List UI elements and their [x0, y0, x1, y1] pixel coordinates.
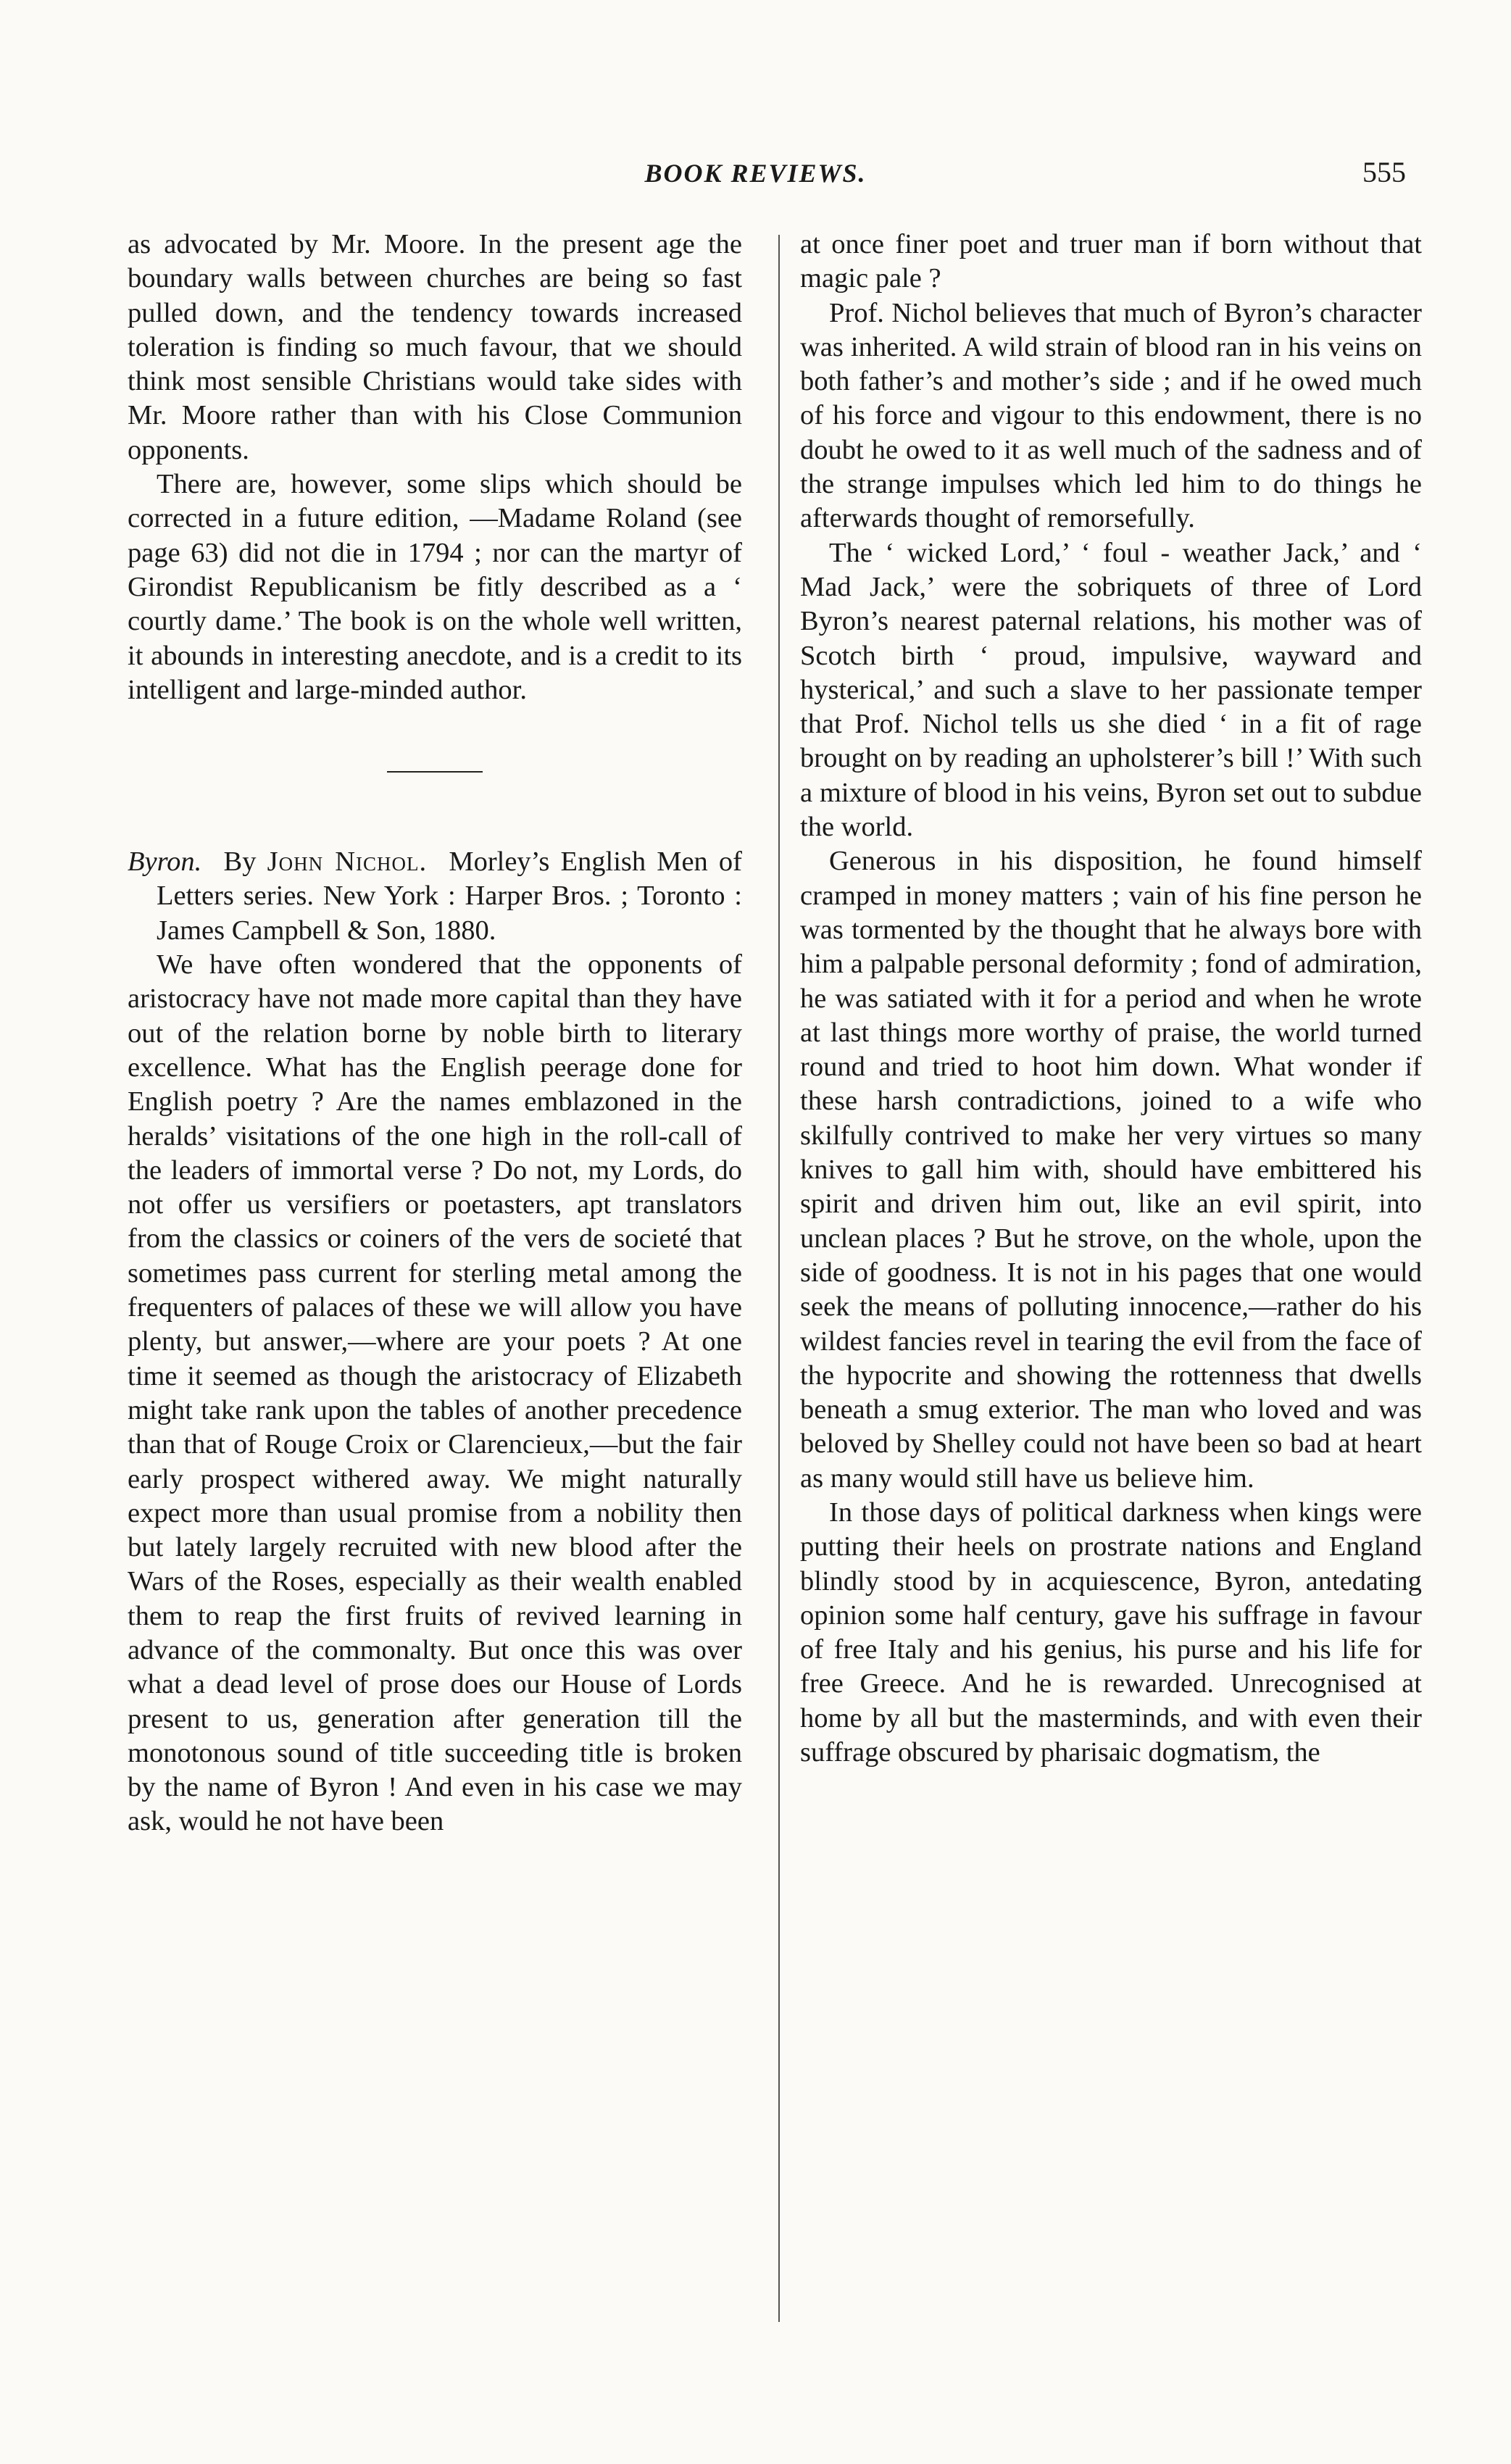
paragraph: The ‘ wicked Lord,’ ‘ foul - weather Jack,’ and ‘ Mad Jack,’ were the sobriquets of three of Lord Byron’s nearest paternal relations, his mother was of Scotch birth ‘ proud, impulsive, wayward and hysterical,’ and such a slave to her passionate temper that Prof. Nichol tells us she died ‘ in a fit of rage brought on by reading an upholsterer’s bill !’ With such a mixture of blood in his veins, Byron set out to subdue the world. [800, 537, 1422, 843]
paragraph: as advocated by Mr. Moore. In the present age the boundary walls between churches are being so fast pulled down, and the tendency towards increased toleration is finding so much favour, that we should think most sensible Christians would take sides with Mr. Moore rather than with his Close Communion opponents. [128, 229, 742, 465]
review-publication: Morley’s English Men of Letters series. New York : Harper Bros. ; Toronto : James Campbell & Son, 1880. [157, 846, 742, 946]
running-head-title: BOOK REVIEWS. [644, 159, 867, 188]
running-head [0, 0, 1511, 217]
page-number: 555 [1362, 156, 1406, 188]
paragraph: Generous in his disposition, he found himself cramped in money matters ; vain of his fine person he was tormented by the thought that he always bore with him a palpable personal deformity ; fond of admiration, he was satiated with it for a period and when he wrote at last things more worthy of praise, the world turned round and tried to hoot him down. What wonder if these harsh contradictions, joined to a wife who skilfully contrived to make her very virtues so many knives to gall him with, should have embittered his spirit and driven him out, like an evil spirit, into unclean places ? But he strove, on the whole, upon the side of goodness. It is not in his pages that one would seek the means of polluting innocence,—rather do his wildest fancies revel in tearing the evil from the face of the hypocrite and showing the rottenness that dwells beneath a smug exterior. The man who loved and was beloved by Shelley could not have been so bad at heart as many would still have us believe him. [800, 846, 1422, 1494]
section-separator [387, 771, 483, 773]
paragraph: We have often wondered that the opponents of aristocracy have not made more capital than they have out of the relation borne by noble birth to literary excellence. What has the English peerage done for English poetry ? Are the names emblazoned in the heralds’ visitations of the one high in the roll-call of the leaders of immortal verse ? Do not, my Lords, do not offer us versifiers or poetasters, apt translators from the classics or coiners of the vers de societé that sometimes pass current for sterling metal among the frequenters of palaces of these we will allow you have plenty, but answer,—where are your poets ? At one time it seemed as though the aristocracy of Elizabeth might take rank upon the tables of another precedence than that of Rouge Croix or Clarencieux,—but the fair early prospect withered away. We might naturally expect more than usual promise from a nobility then but lately largely recruited with new blood after the Wars of the Roses, especially as their wealth enabled them to reap the first fruits of revived learning in advance of the commonalty. But once this was over what a dead level of prose does our House of Lords present to us, generation after generation till the monotonous sound of title succeeding title is broken by the name of Byron ! And even in his case we may ask, would he not have been [128, 949, 742, 1837]
paragraph: Prof. Nichol believes that much of Byron’s character was inherited. A wild strain of blood ran in his veins on both father’s and mother’s side ; and if he owed much of his force and vigour to this endowment, there is no doubt he owed to it as well much of the sadness and of the strange impulses which led him to do things he afterwards thought of remorsefully. [800, 297, 1422, 534]
paragraph: In those days of political darkness when kings were putting their heels on prostrate nations and England blindly stood by in acquiescence, Byron, antedating opinion some half century, gave his suffrage in favour of free Italy and his genius, his purse and his life for free Greece. And he is rewarded. Unrecognised at home by all but the masterminds, and with even their suffrage obscured by pharisaic dogmatism, the [800, 1497, 1422, 1768]
review-book-title: Byron. [128, 846, 202, 878]
paragraph: There are, however, some slips which should be corrected in a future edition, —Madame Roland (see page 63) did not die in 1794 ; nor can the martyr of Girondist Republicanism be fitly described as a ‘ courtly dame.’ The book is on the whole well written, it abounds in interesting anecdote, and is a credit to its intelligent and large-minded author. [128, 469, 742, 705]
review-heading [128, 845, 742, 948]
review-by: By [223, 846, 257, 878]
column-divider [778, 235, 780, 2322]
left-column [128, 228, 742, 1839]
paragraph: at once finer poet and truer man if born without that magic pale ? [800, 229, 1422, 294]
right-column [800, 228, 1422, 1770]
review-author: John Nichol. [267, 846, 428, 878]
